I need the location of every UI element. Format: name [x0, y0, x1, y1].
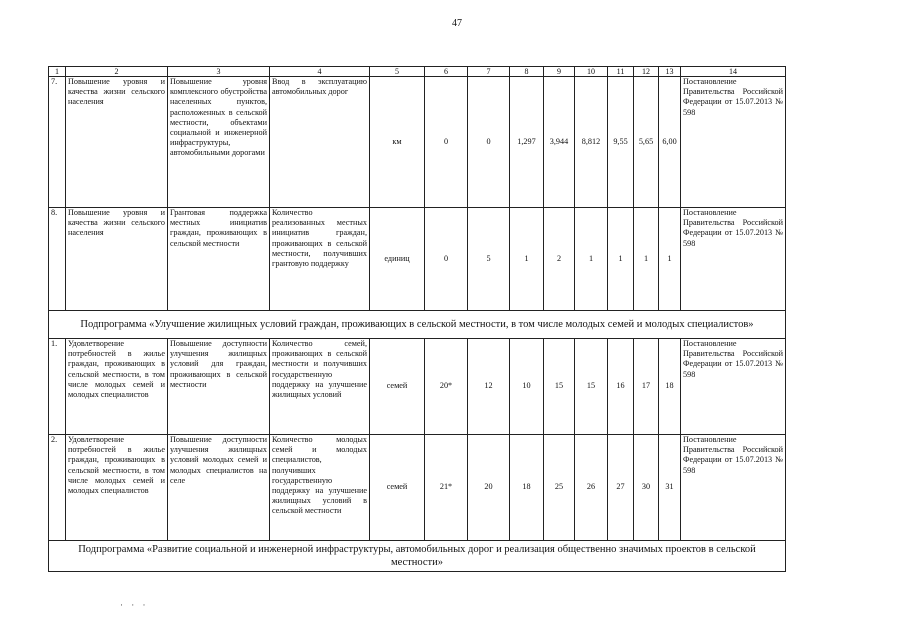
- header-cell: 8: [510, 67, 544, 77]
- indicator-cell: Количество реализованных местных инициатив граждан, проживающих в сельской местности, получивших грантовую поддержку: [270, 208, 370, 311]
- value-cell: 1: [608, 208, 634, 311]
- value-cell: 20*: [425, 339, 468, 435]
- header-cell: 1: [49, 67, 66, 77]
- task-cell: Повышение доступности улучшения жилищных условий для граждан, проживающих в сельской местности: [168, 339, 270, 435]
- value-cell: 10: [510, 339, 544, 435]
- subprogram-row: [49, 311, 786, 339]
- value-cell: 2: [544, 208, 575, 311]
- goal-cell: Удовлетворение потребностей в жилье граждан, проживающих в сельской местности, в том числе молодых семей и молодых специалистов: [66, 339, 168, 435]
- row-number: 2.: [49, 435, 66, 541]
- value-cell: 25: [544, 435, 575, 541]
- value-cell: 0: [425, 77, 468, 208]
- task-cell: Повышение доступности улучшения жилищных условий молодых семей и молодых специалистов на селе: [168, 435, 270, 541]
- source-cell: Постановление Правительства Российской Федерации от 15.07.2013 № 598: [681, 208, 786, 311]
- value-cell: 30: [634, 435, 659, 541]
- header-cell: 10: [575, 67, 608, 77]
- row-number: 1.: [49, 339, 66, 435]
- page-number: 47: [452, 18, 462, 29]
- indicator-cell: Ввод в эксплуатацию автомобильных дорог: [270, 77, 370, 208]
- value-cell: 20: [468, 435, 510, 541]
- value-cell: 12: [468, 339, 510, 435]
- value-cell: 1: [575, 208, 608, 311]
- header-cell: 7: [468, 67, 510, 77]
- task-cell: Грантовая поддержка местных инициатив граждан, проживающих в сельской местности: [168, 208, 270, 311]
- value-cell: 1,297: [510, 77, 544, 208]
- value-cell: 6,00: [659, 77, 681, 208]
- header-cell: 12: [634, 67, 659, 77]
- goal-cell: Повышение уровня и качества жизни сельского населения: [66, 77, 168, 208]
- value-cell: 26: [575, 435, 608, 541]
- table-row: [49, 339, 786, 435]
- header-cell: 4: [270, 67, 370, 77]
- header-row: [49, 67, 786, 77]
- value-cell: 17: [634, 339, 659, 435]
- table-row: [49, 77, 786, 208]
- unit-cell: единиц: [370, 208, 425, 311]
- header-cell: 11: [608, 67, 634, 77]
- header-cell: 3: [168, 67, 270, 77]
- value-cell: 18: [510, 435, 544, 541]
- source-cell: Постановление Правительства Российской Федерации от 15.07.2013 № 598: [681, 77, 786, 208]
- value-cell: 0: [468, 77, 510, 208]
- source-cell: Постановление Правительства Российской Федерации от 15.07.2013 № 598: [681, 435, 786, 541]
- subprogram-title: Подпрограмма «Развитие социальной и инженерной инфраструктуры, автомобильных дорог и реализация общественно значимых проектов в сельской местности»: [49, 541, 786, 572]
- header-cell: 6: [425, 67, 468, 77]
- source-cell: Постановление Правительства Российской Федерации от 15.07.2013 № 598: [681, 339, 786, 435]
- header-cell: 2: [66, 67, 168, 77]
- value-cell: 9,55: [608, 77, 634, 208]
- value-cell: 0: [425, 208, 468, 311]
- value-cell: 15: [575, 339, 608, 435]
- header-cell: 14: [681, 67, 786, 77]
- value-cell: 16: [608, 339, 634, 435]
- value-cell: 15: [544, 339, 575, 435]
- task-cell: Повышение уровня комплексного обустройства населенных пунктов, расположенных в сельской местности, объектами социальной и инженерной инфраструктуры, автомобильными дорогами: [168, 77, 270, 208]
- subprogram-row: [49, 541, 786, 572]
- header-cell: 13: [659, 67, 681, 77]
- indicator-cell: Количество семей, проживающих в сельской местности и получивших государственную поддержку на улучшение жилищных условий: [270, 339, 370, 435]
- value-cell: 1: [659, 208, 681, 311]
- row-number: 7.: [49, 77, 66, 208]
- unit-cell: семей: [370, 435, 425, 541]
- goal-cell: Удовлетворение потребностей в жилье граждан, проживающих в сельской местности, в том числе молодых семей и молодых специалистов: [66, 435, 168, 541]
- indicator-cell: Количество молодых семей и молодых специалистов, получивших государственную поддержку на улучшение жилищных условий в сельской местности: [270, 435, 370, 541]
- unit-cell: семей: [370, 339, 425, 435]
- scan-marks: · · ·: [120, 600, 149, 610]
- header-cell: 9: [544, 67, 575, 77]
- goal-cell: Повышение уровня и качества жизни сельского населения: [66, 208, 168, 311]
- table-row: [49, 208, 786, 311]
- value-cell: 8,812: [575, 77, 608, 208]
- value-cell: 5: [468, 208, 510, 311]
- value-cell: 1: [510, 208, 544, 311]
- value-cell: 27: [608, 435, 634, 541]
- indicators-table: [48, 66, 786, 572]
- value-cell: 5,65: [634, 77, 659, 208]
- value-cell: 1: [634, 208, 659, 311]
- value-cell: 31: [659, 435, 681, 541]
- value-cell: 3,944: [544, 77, 575, 208]
- row-number: 8.: [49, 208, 66, 311]
- table-row: [49, 435, 786, 541]
- value-cell: 18: [659, 339, 681, 435]
- unit-cell: км: [370, 77, 425, 208]
- subprogram-title: Подпрограмма «Улучшение жилищных условий граждан, проживающих в сельской местности, в том числе молодых семей и молодых специалистов»: [49, 311, 786, 339]
- value-cell: 21*: [425, 435, 468, 541]
- header-cell: 5: [370, 67, 425, 77]
